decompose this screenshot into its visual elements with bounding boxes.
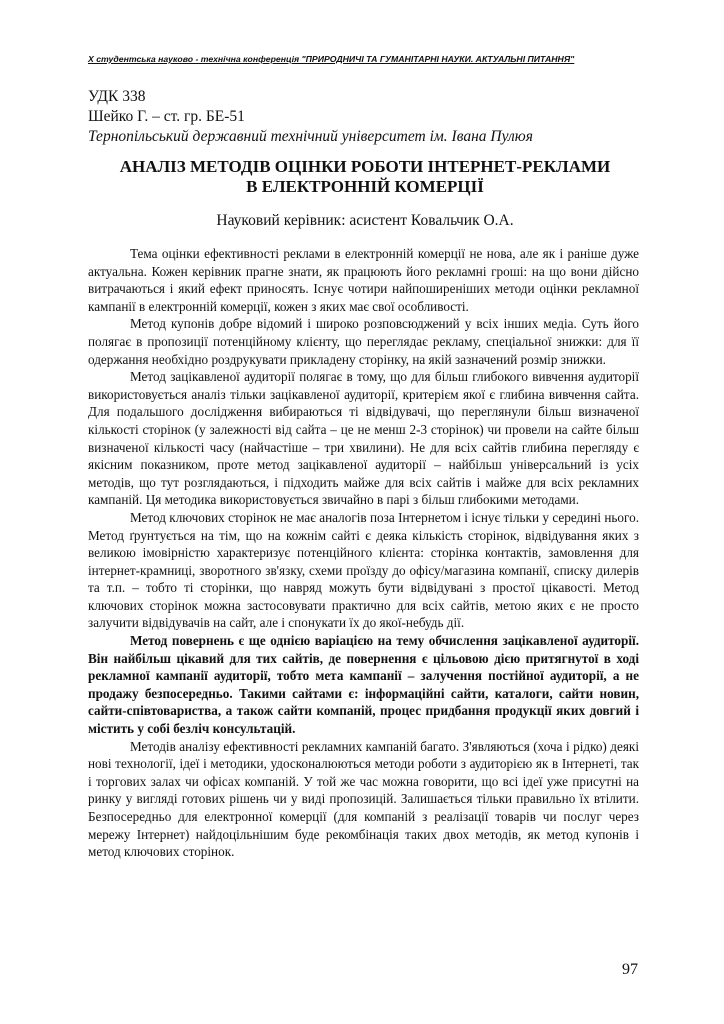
author-line: Шейко Г. – ст. гр. БЕ-51 [88,108,245,125]
paragraph-key-pages: Метод ключових сторінок не має аналогів поза Інтернетом і існує тільки у середині нього. Метод ґрунтується на тім, що на кожнім сайті є деяка кількість сторінок, відвідування яких з великою імовірністю характеризує потенційного клієнта: сторінка контактів, замовлення для інтернет-крамниці, зворотного зв'язку, схеми проїзду до офісу/магазина компанії, списку дилерів та т.п. – тобто ті сторінки, що навряд можуть бути відвідувані з простої цікавості. Метод ключових сторінок можна застосовувати практично для всіх сайтів, метою яких є не просто залучити відвідувачів на сайт, але і спонукати їх до якої-небудь дії. [88,509,639,631]
paragraph-returns-method: Метод повернень є ще однією варіацією на тему обчислення зацікавленої аудиторії. Він найбільш цікавий для тих сайтів, де повернення є цільовою дією притягнутої в ході рекламної кампанії аудиторії, тобто мета кампанії – залучення постійної аудиторії, а не продажу безпосередньо. Такими сайтами є: інформаційні сайти, каталоги, сайти новин, сайти-співтовариства, а також сайти компаній, процес придбання продукції яких довгий і містить у собі безліч консультацій. [88,633,639,737]
page-number: 97 [622,961,638,978]
article-title [80,157,650,197]
article-body [88,245,639,861]
affiliation: Тернопільський державний технічний університет ім. Івана Пулюя [88,128,533,145]
supervisor-line: Науковий керівник: асистент Ковальчик О.А. [216,212,514,229]
conference-header: X студентська науково - технічна конференція "ПРИРОДНИЧІ ТА ГУМАНІТАРНІ НАУКИ. АКТУАЛЬНІ ПИТАННЯ" [88,54,575,64]
paragraph-coupon-method: Метод купонів добре відомий і широко розповсюджений у всіх інших медіа. Суть його полягає в пропозиції потенційному клієнту, що переглядає рекламу, спеціальної знижки: для її одержання необхідно роздрукувати прикладену сторінку, на якій зазначений розмір знижки. [88,316,639,367]
article-meta [88,87,648,147]
title-line-1: АНАЛІЗ МЕТОДІВ ОЦІНКИ РОБОТИ ІНТЕРНЕТ-РЕКЛАМИ [119,157,611,176]
paragraph-intro: Тема оцінки ефективності реклами в електронній комерції не нова, але як і раніше дуже актуальна. Кожен керівник прагне знати, як працюють його рекламні гроші: на що вони дійсно витрачаються і який ефект приносять. Існує чотири найпоширеніших методи оцінки рекламної кампанії в електронній комерції, кожен з яких має свої особливості. [88,246,639,314]
title-line-2: В ЕЛЕКТРОННІЙ КОМЕРЦІЇ [246,177,484,196]
paragraph-conclusion: Методів аналізу ефективності рекламних кампаній багато. З'являються (хоча і рідко) деякі нові технології, ідеї і методики, удосконалюються методи роботи з аудиторією як в Інтернеті, так і торгових залах чи офісах компаній. У той же час можна говорити, що всі ідеї уже присутні на ринку у вигляді готових рішень чи у виді пропозицій. Залишається тільки правильно їх втілити. Безпосередньо для електронної комерції (для компаній з реалізації товарів чи послуг через мережу Інтернет) найдоцільнішим буде рекомбінація таких двох методів, як метод купонів і метод ключових сторінок. [88,738,639,860]
paragraph-interested-audience: Метод зацікавленої аудиторії полягає в тому, що для більш глибокого вивчення аудиторії використовується аналіз тільки зацікавленої аудиторії, критерієм якої є глибина вивчення сайта. Для подальшого дослідження вибираються ті відвідувачі, що переглянули більш визначеної кількості сторінок (у залежності від сайта – це не менш 2-3 сторінок) чи провели на сайте більш визначеної кількості часу (найчастіше – три хвилини). Не для всіх сайтів глибина перегляду є якісним показником, проте метод зацікавленої аудиторії – найбільш універсальний із усіх методів, що тут розглядаються, і підходить майже для всіх сайтів і майже для всіх рекламних кампаній. Ця методика використовується звичайно в парі з більш глибокими методами. [88,369,639,508]
udc-code: УДК 338 [88,88,146,105]
